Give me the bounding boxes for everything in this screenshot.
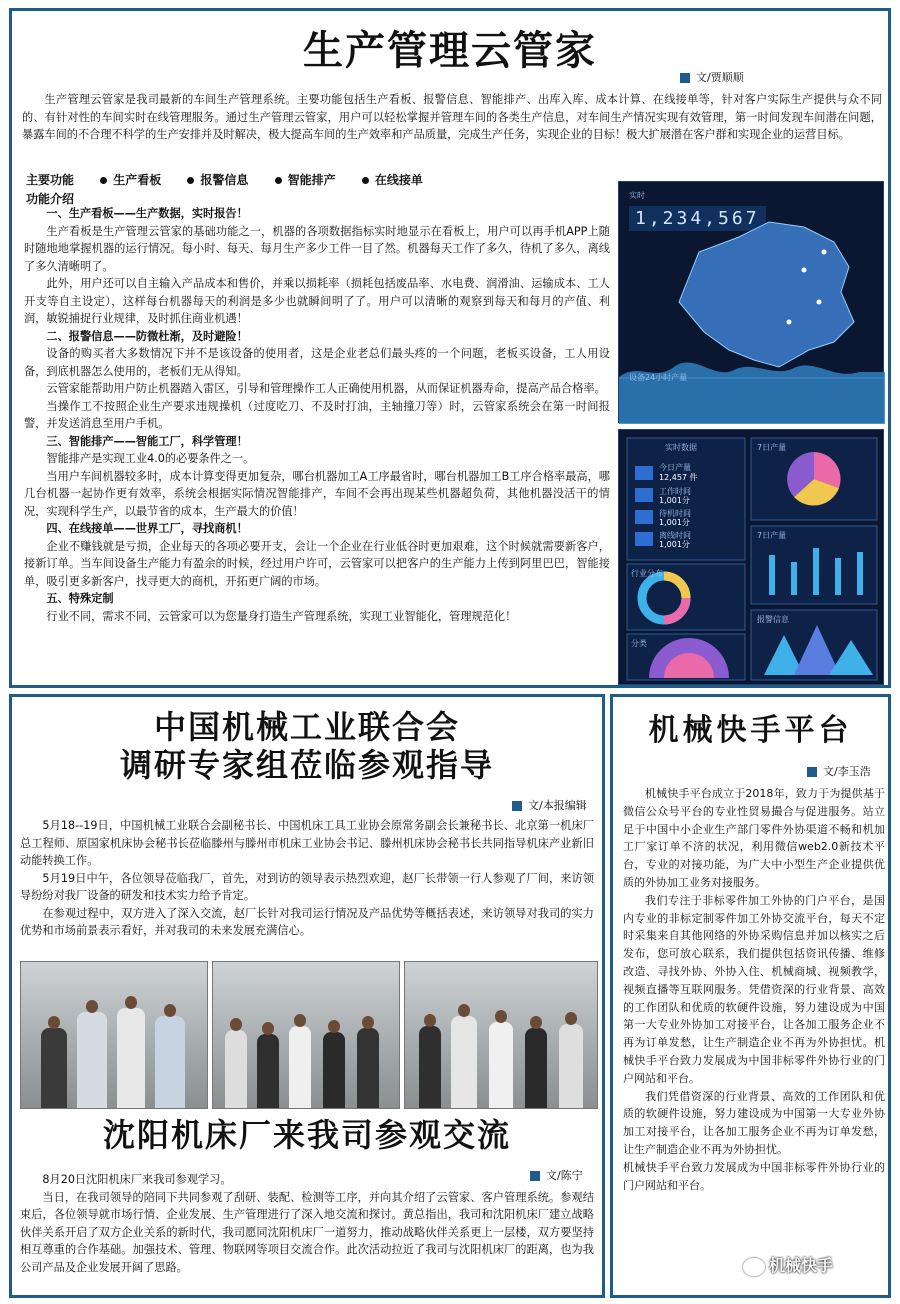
article3-paragraph: 8月20日沈阳机床厂来我司参观学习。 bbox=[42, 1173, 232, 1186]
photo-figure bbox=[559, 1024, 583, 1108]
intro-paragraph: 生产管理云管家是我司最新的车间生产管理系统。主要功能包括生产看板、报警信息、智能排产、出库入库、成本计算、在线接单等，针对客户实际生产提供与众不同的、有针对性的车间实时在线管理服务。通过生产管理云管家，用户可以轻松掌握并管理车间的各类生产信息，对车间生产情况实现有效管理，第一时间发现车间潜在问题，暴露车间的不合理不科学的生产安排并及时解决，极大提高车间的生产效率和产品质量，完成生产任务，实现企业的目标！极大扩展潜在客户群和实现企业的运营目标。 bbox=[22, 93, 882, 141]
photo-figure bbox=[225, 1030, 247, 1108]
article1-intro bbox=[22, 91, 882, 144]
visit-photo-1 bbox=[20, 961, 208, 1109]
article2-title-line1: 中国机械工业联合会 bbox=[153, 708, 460, 746]
function-item: 生产看板 bbox=[113, 173, 162, 187]
photo-figure bbox=[451, 1016, 477, 1108]
fan-chart-label: 分类 bbox=[631, 639, 647, 648]
photo-figure bbox=[525, 1028, 547, 1108]
byline-text: 文/李玉浩 bbox=[823, 765, 871, 778]
section-paragraph: 设备的购买者大多数情况下并不是该设备的使用者，这是企业老总们最头疼的一个问题，老板买设备，工人用设备，到底机器怎么使用的，老板们无从得知。 bbox=[24, 347, 610, 378]
pie-chart-label: 7日产量 bbox=[757, 443, 787, 452]
photo-figure bbox=[357, 1028, 379, 1108]
function-item: 报警信息 bbox=[200, 173, 249, 187]
photo-figure bbox=[41, 1028, 67, 1108]
watermark-text: 机械快手 bbox=[769, 1256, 834, 1275]
section-paragraph: 当用户车间机器较多时，成本计算变得更加复杂，哪台机器加工A工序最省时，哪台机器加工B工序合格率最高，哪几台机器一起协作更有效率，系统会根据实际情况智能排产，车间不会再出现某些机器超负荷，其他机器没活干的情况，实现科学生产，以最节省的成本，生产最大的价值！ bbox=[24, 469, 610, 518]
stat-today-label: 今日产量 bbox=[659, 463, 691, 472]
visit-photo-3 bbox=[404, 961, 598, 1109]
article-kuaishou-platform bbox=[610, 694, 891, 1298]
section-paragraph: 行业不同，需求不同，云管家可以为您量身打造生产管理系统，实现工业智能化，管理规范化！ bbox=[46, 609, 517, 623]
article-association-visit bbox=[9, 694, 605, 1298]
main-functions-row bbox=[26, 169, 626, 207]
stat-standby-value: 1,001分 bbox=[659, 518, 690, 527]
article4-body bbox=[623, 785, 885, 1194]
bullet-icon bbox=[187, 177, 194, 184]
area-chart-label: 设备24小时产量 bbox=[629, 373, 688, 382]
article2-paragraph: 在参观过程中，双方进入了深入交流，赵厂长针对我司运行情况及产品优势等概括表述，来访领导对我司的实力优势和市场前景表示看好，并对我司的未来发展充满信心。 bbox=[20, 906, 594, 937]
stat-today-value: 12,457 件 bbox=[659, 473, 698, 482]
section-paragraph: 当操作工不按照企业生产要求违规操机（过度吃刀、不及时打油，主轴撞刀等）时，云管家系统会在第一时间报警，并发送消息至用户手机。 bbox=[24, 399, 610, 430]
article-production-cloud bbox=[9, 8, 891, 688]
bullet-icon bbox=[100, 177, 107, 184]
article2-paragraph: 5月19日中午，各位领导莅临我厂，首先，对到访的领导表示热烈欢迎，赵厂长带领一行人参观了厂间，来访领导纷纷对我厂设备的研发和技术实力给予肯定。 bbox=[20, 871, 594, 902]
byline-square-icon bbox=[680, 73, 690, 83]
byline-text: 文/陈宁 bbox=[546, 1169, 583, 1182]
article1-byline bbox=[680, 69, 744, 85]
stat-standby-label: 待机时间 bbox=[659, 509, 691, 518]
section-heading: 四、在线接单——世界工厂，寻找商机！ bbox=[46, 522, 248, 535]
article4-title: 机械快手平台 bbox=[648, 713, 853, 748]
byline-text: 文/本报编辑 bbox=[528, 799, 587, 812]
watermark bbox=[743, 1253, 833, 1276]
dashboard-stats-screen bbox=[618, 429, 884, 685]
donut-chart-label: 行业分布 bbox=[631, 569, 663, 578]
stat-offline-value: 1,001分 bbox=[659, 540, 690, 549]
function-intro-heading: 功能介绍 bbox=[26, 192, 75, 206]
section-heading: 二、报警信息——防微杜渐，及时避险！ bbox=[46, 329, 248, 343]
byline-text: 文/贾顺顺 bbox=[696, 71, 744, 84]
mountain-chart-label: 报警信息 bbox=[757, 615, 789, 624]
section-paragraph: 智能排产是实现工业4.0的必要条件之一。 bbox=[46, 452, 255, 465]
article4-paragraph: 我们凭借资深的行业背景、高效的工作团队和优质的软硬件设施，努力建设成为中国第一大专业外协加工对接平台，让各加工服务企业不再为订单发愁，让生产制造企业不再为外协担忧。 bbox=[623, 1089, 885, 1156]
article3-paragraph: 当日，在我司领导的陪同下共同参观了刮研、装配、检测等工序，并向其介绍了云管家、客户管理系统。参观结束后，各位领导就市场行情、企业发展、生产管理进行了深入地交流和探讨。黄总指出，我司和沈阳机床厂建立战略伙伴关系开启了双方企业关系的新时代，我司愿同沈阳机床厂一道努力，推动战略伙伴关系更上一层楼，双方要坚持相互尊重的合作基础。加强技术、管理、物联网等项目交流合作。此次活动拉近了我司与沈阳机床厂的距离，也为我公司产品及企业发展开阔了思路。 bbox=[20, 1190, 594, 1274]
photo-figure bbox=[117, 1008, 145, 1108]
photo-figure bbox=[77, 1012, 107, 1108]
photo-figure bbox=[419, 1026, 441, 1108]
function-item: 智能排产 bbox=[287, 173, 336, 187]
stat-work-label: 工作时间 bbox=[659, 487, 691, 496]
stat-work-value: 1,001分 bbox=[659, 496, 690, 505]
map-label: 实时 bbox=[629, 191, 645, 200]
bar-chart-label: 7日产量 bbox=[757, 531, 787, 540]
article2-body bbox=[20, 817, 594, 940]
china-map-graphic bbox=[619, 182, 885, 424]
article4-paragraph: 机械快手平台成立于2018年，致力于为提供基于微信公众号平台的专业性贸易撮合与促进服务。站立足于中国中小企业生产部门零件外协渠道不畅和机加工厂家订单不济的状况，利用微信web2.0新技术平台，专业的对接功能，为广大中小型生产企业提供优质的外协加工业务对接服务。 bbox=[623, 787, 885, 889]
article3-title: 沈阳机床厂来我司参观交流 bbox=[102, 1116, 511, 1154]
article4-paragraph: 我们专注于非标零件加工外协的门户平台，是国内专业的非标定制零件加工外协交流平台，每天不定时采集来自其他网络的外协采购信息并加以核实之后发布，您可放心联系，我们提供包括资讯传播、维修改造、寻找外协、外协入住、机械商城、视频教学，视频直播等互联网服务。凭借资深的行业背景、高效的工作团队和优质的软硬件设施，努力建设成为中国第一大专业外协加工对接平台，让各加工服务企业不再为订单发愁，让生产制造企业不再为外协担忧。机械快手平台致力发展成为中国非标零件外协行业的门户网站和平台。 bbox=[623, 893, 885, 1085]
section-paragraph: 此外，用户还可以自主输入产品成本和售价，并乘以损耗率（损耗包括废品率、水电费、润滑油、运输成本、工人开支等自主设定），这样每台机器每天的利润是多少也就瞬间明了了。用户可以清晰的观察到每天和每月的产值、利润，敏锐捕捉行业规律，及时抓住商业机遇！ bbox=[24, 277, 610, 325]
article2-byline bbox=[512, 797, 587, 813]
section-heading: 三、智能排产——智能工厂，科学管理！ bbox=[46, 434, 248, 448]
dashboard-map-screen bbox=[618, 181, 884, 423]
article1-title: 生产管理云管家 bbox=[303, 28, 597, 74]
article4-byline bbox=[807, 763, 871, 779]
photo-figure bbox=[489, 1022, 513, 1108]
article2-title-line2: 调研专家组莅临参观指导 bbox=[119, 746, 494, 784]
section-paragraph: 生产看板是生产管理云管家的基础功能之一，机器的各项数据指标实时地显示在看板上，用户可以再手机APP上随时随地地掌握机器的运行情况。每小时、每天、每月生产多少工件一目了然。机器每天工作了多久，待机了多久，离线了多久清晰明了。 bbox=[24, 224, 610, 273]
section-paragraph: 云管家能帮助用户防止机器踏入雷区，引导和管理操作工人正确使用机器，从而保证机器寿命，提高产品合格率。 bbox=[46, 382, 606, 395]
wechat-icon bbox=[743, 1258, 765, 1276]
article2-paragraph: 5月18--19日，中国机械工业联合会副秘书长、中国机床工具工业协会原常务副会长兼秘书长、北京第一机床厂总工程师、原国家机床协会秘书长莅临滕州与滕州市机床工业协会书记、滕州机床协会秘书长共同指导机床产业新旧动能转换工作。 bbox=[20, 819, 594, 867]
photo-figure bbox=[155, 1016, 185, 1108]
main-functions-list bbox=[26, 171, 626, 188]
main-functions-label: 主要功能 bbox=[26, 173, 75, 187]
bullet-icon bbox=[275, 177, 282, 184]
section-paragraph: 企业不赚钱就是亏损，企业每天的各项必要开支，会让一个企业在行业低谷时更加艰难，这个时候就需要新客户，接新订单。当车间设备生产能力有盈余的时候，经过用户许可，云管家可以把客户的生产能力上传到阿里巴巴，智能接单，吸引更多新客户，找寻更大的商机，开拓更广阔的市场。 bbox=[24, 539, 610, 588]
bullet-icon bbox=[362, 177, 369, 184]
stat-offline-label: 离线时间 bbox=[659, 531, 691, 540]
section-heading: 五、特殊定制 bbox=[46, 592, 114, 605]
function-item: 在线接单 bbox=[374, 173, 423, 187]
article4-paragraph: 机械快手平台致力发展成为中国非标零件外协行业的门户网站和平台。 bbox=[623, 1160, 885, 1192]
realtime-counter: 1,234,567 bbox=[629, 206, 766, 231]
photo-figure bbox=[289, 1026, 311, 1108]
center-data-label: 实时数据 bbox=[665, 443, 697, 452]
byline-square-icon bbox=[807, 767, 817, 777]
visit-photo-2 bbox=[212, 961, 400, 1109]
section-heading: 一、生产看板——生产数据，实时报告！ bbox=[46, 207, 248, 220]
article1-sections bbox=[24, 205, 610, 625]
photo-figure bbox=[323, 1032, 345, 1108]
byline-square-icon bbox=[512, 801, 522, 811]
photo-figure bbox=[257, 1034, 279, 1108]
article3-body bbox=[20, 1171, 594, 1276]
